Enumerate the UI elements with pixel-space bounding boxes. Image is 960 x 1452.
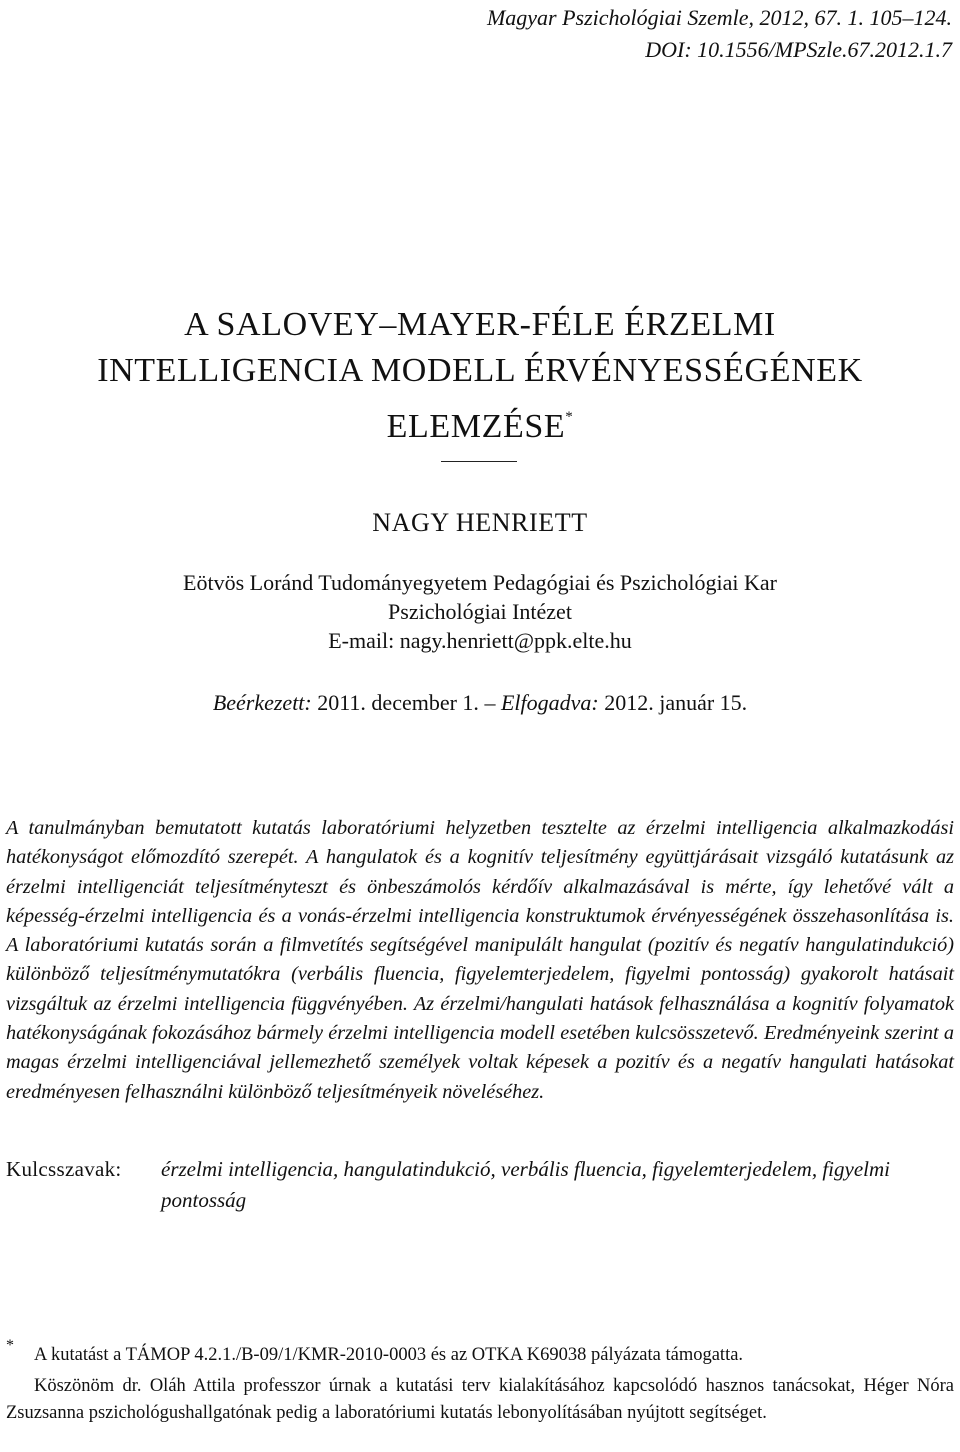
keywords-list: érzelmi intelligencia, hangulatindukció, verbális fluencia, figyelemterjedelem, figyelmi pontosság bbox=[161, 1157, 890, 1212]
journal-citation: Magyar Pszichológiai Szemle, 2012, 67. 1. 105–124. bbox=[486, 5, 952, 30]
journal-header bbox=[352, 2, 952, 66]
accepted-label: Elfogadva: bbox=[500, 690, 599, 715]
footnote-funding: A kutatást a TÁMOP 4.2.1./B-09/1/KMR-2010-0003 és az OTKA K69038 pályázata támogatta. bbox=[34, 1345, 744, 1365]
footnote bbox=[6, 1336, 954, 1427]
author-affiliation bbox=[0, 568, 960, 655]
doi-text: DOI: 10.1556/MPSzle.67.2012.1.7 bbox=[645, 37, 952, 62]
title-line-3 bbox=[0, 394, 960, 450]
date-separator: – bbox=[484, 690, 496, 715]
footnote-acknowledgement: Köszönöm dr. Oláh Attila professzor úrnak a kutatási terv kialakításához kapcsolódó hasznos tanácsokat, Héger Nóra Zsuzsanna pszichológushallgatónak pedig a laboratóriumi kutatás lebonyolításában nyújtott segítséget. bbox=[6, 1376, 954, 1423]
received-date: 2011. december 1. bbox=[317, 690, 479, 715]
author-name: NAGY HENRIETT bbox=[372, 508, 588, 537]
footnote-mark: * bbox=[6, 1337, 14, 1354]
received-label: Beérkezett: bbox=[212, 690, 312, 715]
affiliation-line-1: Eötvös Loránd Tudományegyetem Pedagógiai és Pszichológiai Kar bbox=[183, 570, 777, 595]
title-footnote-mark: * bbox=[565, 409, 574, 425]
submission-dates bbox=[0, 688, 960, 718]
title-line-3-text: ELEMZÉSE bbox=[386, 408, 566, 445]
author-email: E-mail: nagy.henriett@ppk.elte.hu bbox=[328, 628, 632, 653]
title-line-2: INTELLIGENCIA MODELL ÉRVÉNYESSÉGÉNEK bbox=[97, 352, 863, 389]
accepted-date: 2012. január 15. bbox=[604, 690, 748, 715]
title-line-1: A SALOVEY–MAYER-FÉLE ÉRZELMI bbox=[184, 306, 776, 343]
keywords-label: Kulcsszavak: bbox=[6, 1157, 122, 1181]
article-title bbox=[0, 302, 960, 450]
affiliation-line-2: Pszichológiai Intézet bbox=[388, 599, 572, 624]
title-divider bbox=[441, 461, 517, 462]
abstract: A tanulmányban bemutatott kutatás laboratóriumi helyzetben tesztelte az érzelmi intelligencia alkalmazkodási hatékonyságot előmozdító szerepét. A hangulatok és a kognitív teljesítmény együttjárásait vizsgáló kutatásunk az érzelmi intelligenciát teljesítményteszt és önbeszámolós kérdőív alkalmazásával is mérte, így lehetővé vált a képesség-érzelmi intelligencia és a vonás-érzelmi intelligencia konstruktumok érvényességének összehasonlítása is. A laboratóriumi kutatás során a filmvetítés segítségével manipulált hangulat (pozitív és negatív hangulatindukció) különböző teljesítménymutatókra (verbális fluencia, figyelemterjedelem, figyelmi pontosság) gyakorolt hatásait vizsgáltuk az érzelmi intelligencia függvényében. Az érzelmi/hangulati hatások felhasználása a kognitív folyamatok hatékonyságának fokozásához bármely érzelmi intelligencia modell esetében kulcsösszetevő. Eredményeink szerint a magas érzelmi intelligenciával jellemezhető személyek voltak képesek a pozitív és a negatív hangulati hatásokat eredményesen felhasználni különböző teljesítményeik növeléséhez. bbox=[6, 817, 954, 1103]
